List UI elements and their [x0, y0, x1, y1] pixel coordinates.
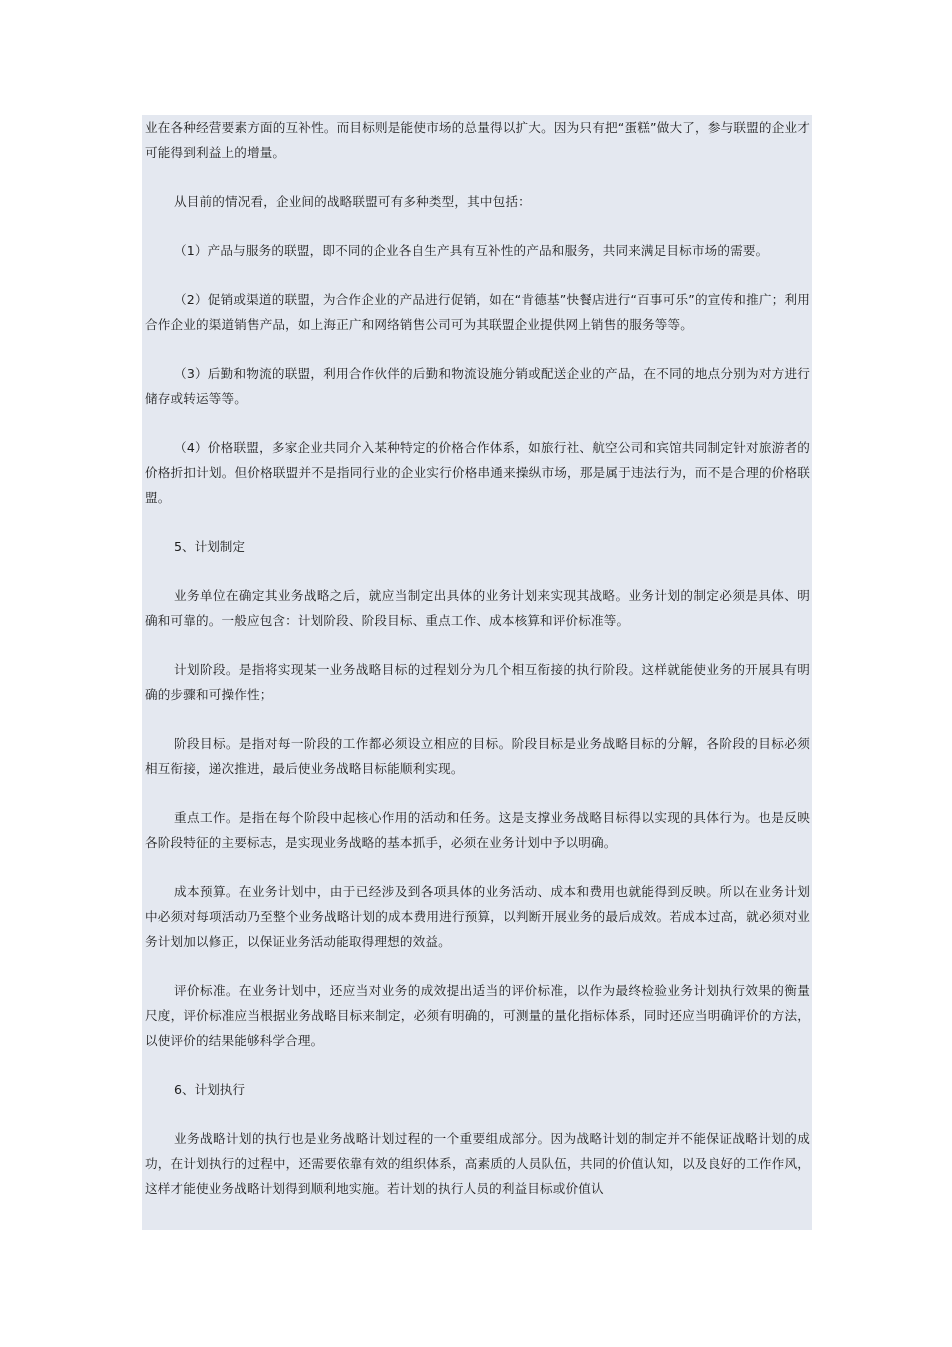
paragraph-gap — [142, 337, 812, 361]
paragraph: 从目前的情况看，企业间的战略联盟可有多种类型，其中包括： — [174, 194, 531, 209]
section-heading: 6、计划执行 — [174, 1082, 245, 1097]
paragraph: （1）产品与服务的联盟，即不同的企业各自生产具有互补性的产品和服务，共同来满足目标市场的需要。 — [174, 243, 769, 258]
paragraph: 计划阶段。是指将实现某一业务战略目标的过程划分为几个相互衔接的执行阶段。这样就能使业务的开展具有明确的步骤和可操作性； — [145, 662, 810, 702]
paragraph-gap — [142, 165, 812, 189]
paragraph: 业在各种经营要素方面的互补性。而目标则是能使市场的总量得以扩大。因为只有把“蛋糕”做大了，参与联盟的企业才可能得到利益上的增量。 — [145, 120, 810, 160]
paragraph-gap — [142, 633, 812, 657]
paragraph-gap — [142, 214, 812, 238]
paragraph-gap — [142, 1053, 812, 1077]
paragraph: （4）价格联盟，多家企业共同介入某种特定的价格合作体系，如旅行社、航空公司和宾馆共同制定针对旅游者的价格折扣计划。但价格联盟并不是指同行业的企业实行价格串通来操纵市场，那是属于违法行为，而不是合理的价格联盟。 — [145, 440, 810, 505]
paragraph-gap — [142, 263, 812, 287]
paragraph-gap — [142, 781, 812, 805]
paragraph-gap — [142, 510, 812, 534]
paragraph-gap — [142, 855, 812, 879]
paragraph: 业务单位在确定其业务战略之后，就应当制定出具体的业务计划来实现其战略。业务计划的制定必须是具体、明确和可靠的。一般应包含：计划阶段、阶段目标、重点工作、成本核算和评价标准等。 — [145, 588, 810, 628]
section-heading: 5、计划制定 — [174, 539, 245, 554]
paragraph-gap — [142, 1102, 812, 1126]
paragraph-gap — [142, 411, 812, 435]
paragraph: （2）促销或渠道的联盟，为合作企业的产品进行促销，如在“肯德基”快餐店进行“百事可乐”的宣传和推广；利用合作企业的渠道销售产品，如上海正广和网络销售公司可为其联盟企业提供网上销售的服务等等。 — [145, 292, 810, 332]
paragraph-gap — [142, 559, 812, 583]
paragraph-gap — [142, 707, 812, 731]
document-body — [142, 115, 812, 1230]
paragraph-gap — [142, 954, 812, 978]
paragraph: 成本预算。在业务计划中，由于已经涉及到各项具体的业务活动、成本和费用也就能得到反映。所以在业务计划中必须对每项活动乃至整个业务战略计划的成本费用进行预算，以判断开展业务的最后成效。若成本过高，就必须对业务计划加以修正，以保证业务活动能取得理想的效益。 — [145, 884, 810, 949]
paragraph: 重点工作。是指在每个阶段中起核心作用的活动和任务。这是支撑业务战略目标得以实现的具体行为。也是反映各阶段特征的主要标志，是实现业务战略的基本抓手，必须在业务计划中予以明确。 — [145, 810, 810, 850]
paragraph: 阶段目标。是指对每一阶段的工作都必须设立相应的目标。阶段目标是业务战略目标的分解，各阶段的目标必须相互衔接，递次推进，最后使业务战略目标能顺利实现。 — [145, 736, 810, 776]
paragraph: 业务战略计划的执行也是业务战略计划过程的一个重要组成部分。因为战略计划的制定并不能保证战略计划的成功，在计划执行的过程中，还需要依靠有效的组织体系，高素质的人员队伍，共同的价值认知，以及良好的工作作风，这样才能使业务战略计划得到顺利地实施。若计划的执行人员的利益目标或价值认 — [145, 1131, 810, 1196]
paragraph: （3）后勤和物流的联盟，利用合作伙伴的后勤和物流设施分销或配送企业的产品，在不同的地点分别为对方进行储存或转运等等。 — [145, 366, 810, 406]
paragraph: 评价标准。在业务计划中，还应当对业务的成效提出适当的评价标准，以作为最终检验业务计划执行效果的衡量尺度，评价标准应当根据业务战略目标来制定，必须有明确的，可测量的量化指标体系，同时还应当明确评价的方法，以使评价的结果能够科学合理。 — [145, 983, 810, 1048]
